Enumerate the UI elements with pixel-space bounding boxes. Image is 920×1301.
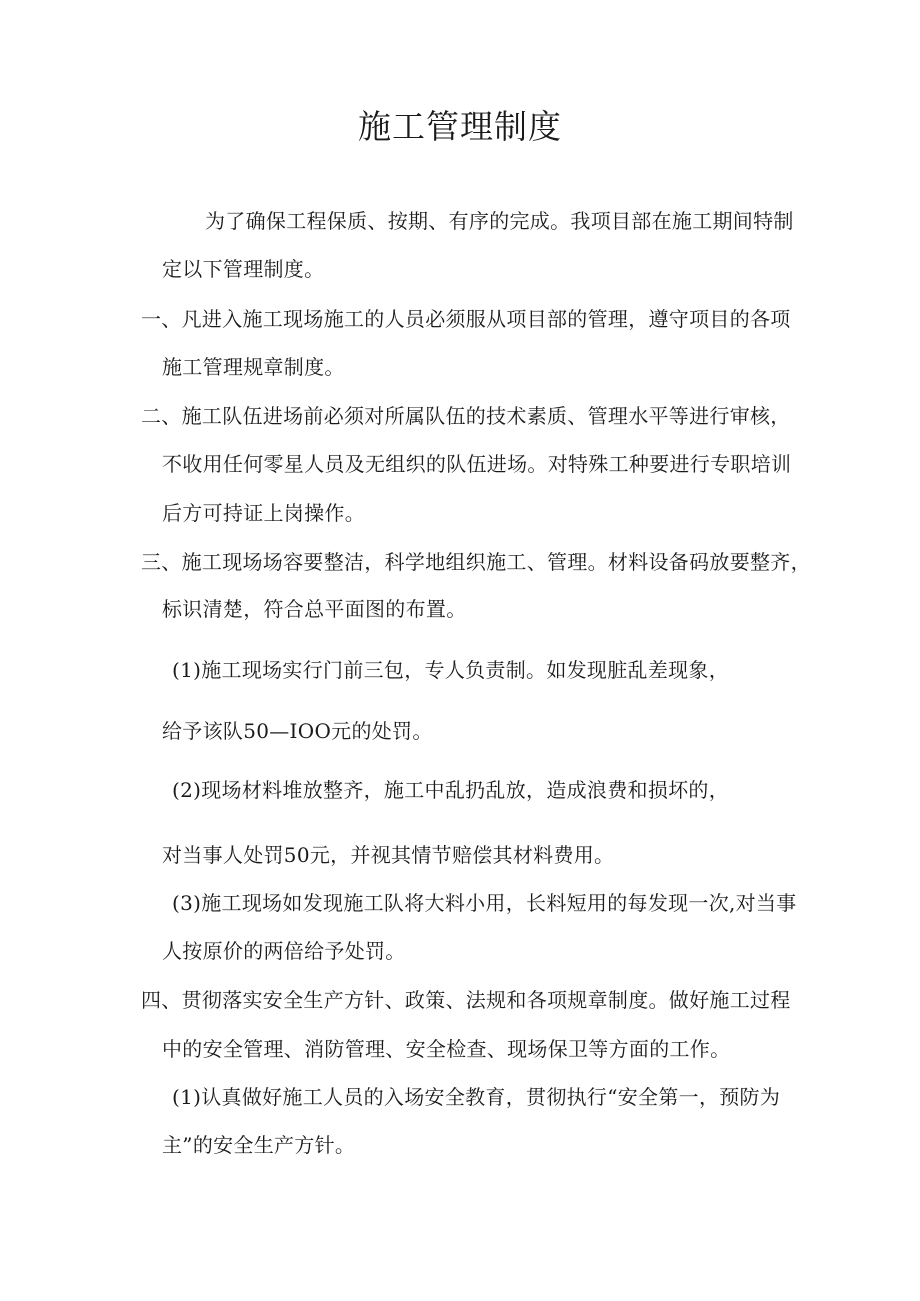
clause-2-line-3: 后方可持证上岗操作。 [162,501,365,525]
clause-2-line-1: 二、施工队伍进场前必须对所属队伍的技术素质、管理水平等进行审核， [141,404,791,428]
clause-4-line-1: 四、贯彻落实安全生产方针、政策、法规和各项规章制度。做好施工过程 [141,988,791,1012]
clause-4-line-2: 中的安全管理、消防管理、安全检查、现场保卫等方面的工作。 [162,1037,731,1061]
clause-3-item-2-line-2: 对当事人处罚50元，并视其情节赔偿其材料费用。 [162,843,615,867]
clause-3-item-1-line-1: (1)施工现场实行门前三包，专人负责制。如发现脏乱差现象， [172,658,730,682]
clause-1-line-2: 施工管理规章制度。 [162,355,345,379]
intro-line-1: 为了确保工程保质、按期、有序的完成。我项目部在施工期间特制 [205,209,794,233]
clause-3-item-2-line-1: (2)现场材料堆放整齐，施工中乱扔乱放，造成浪费和损坏的， [172,778,730,802]
clause-2-line-2: 不收用任何零星人员及无组织的队伍进场。对特殊工种要进行专职培训 [162,452,792,476]
intro-line-2: 定以下管理制度。 [162,257,325,281]
clause-3-line-1: 三、施工现场场容要整洁，科学地组织施工、管理。材料设备码放要整齐， [141,550,811,574]
clause-1-line-1: 一、凡进入施工现场施工的人员必须服从项目部的管理，遵守项目的各项 [141,307,791,331]
clause-3-item-1-line-2: 给予该队50—IOO元的处罚。 [162,719,433,743]
clause-3-line-2: 标识清楚，符合总平面图的布置。 [162,597,467,621]
document-title: 施工管理制度 [358,107,562,146]
clause-4-item-1-line-2: 主”的安全生产方针。 [162,1133,356,1157]
clause-3-item-3-line-2: 人按原价的两倍给予处罚。 [162,939,406,963]
clause-3-item-3-line-1: (3)施工现场如发现施工队将大料小用，长料短用的每发现一次,对当事 [172,891,797,915]
clause-4-item-1-line-1: (1)认真做好施工人员的入场安全教育，贯彻执行“安全第一，预防为 [172,1085,781,1109]
